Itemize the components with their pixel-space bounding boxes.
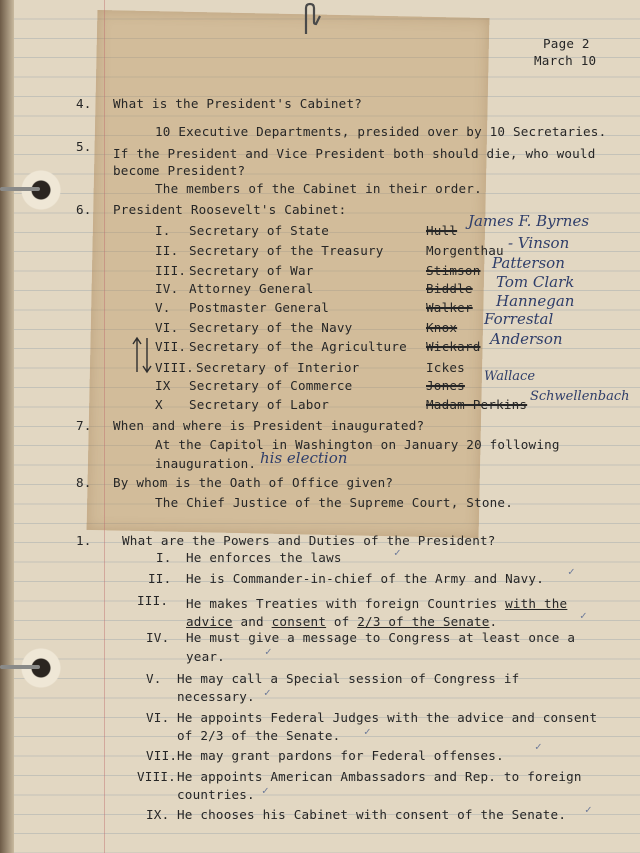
cabinet-name-struck: Madam Perkins <box>426 397 528 412</box>
powers-item-text: of 2/3 of the Senate. <box>177 728 341 743</box>
cabinet-name-struck: Walker <box>426 300 473 315</box>
check-mark-icon: ✓ <box>580 609 587 622</box>
cabinet-name-struck: Jones <box>426 378 465 393</box>
page-date: March 10 <box>534 53 597 68</box>
powers-item-text: He chooses his Cabinet with consent of the Senate. <box>177 807 567 822</box>
q8-question: By whom is the Oath of Office given? <box>113 475 394 490</box>
cabinet-name-struck: Hull <box>426 223 458 238</box>
powers-item-iii-line1 <box>186 593 567 612</box>
cabinet-office: Secretary of Interior <box>196 360 360 375</box>
cabinet-numeral: IV. <box>155 281 179 296</box>
cabinet-handwritten-name: Schwellenbach <box>530 389 630 404</box>
cabinet-name: Ickes <box>426 360 465 375</box>
q5-question-line2: become President? <box>113 163 246 178</box>
powers-item-text: He makes Treaties with foreign Countries <box>186 596 506 611</box>
cabinet-name: Morgenthau <box>426 243 504 258</box>
powers-item-text: countries. <box>177 787 255 802</box>
powers-numeral: I. <box>156 550 172 565</box>
margin-line <box>104 0 105 853</box>
cabinet-office: Secretary of the Agriculture <box>189 339 407 354</box>
check-mark-icon: ✓ <box>264 686 271 699</box>
powers-item-text: He enforces the laws <box>186 550 342 565</box>
powers-item-text: He may call a Special session of Congress if <box>177 671 520 686</box>
check-mark-icon: ✓ <box>364 725 371 738</box>
cabinet-office: Secretary of the Treasury <box>189 243 384 258</box>
powers-question: What are the Powers and Duties of the President? <box>122 533 496 548</box>
page-binding-edge <box>0 0 14 853</box>
powers-item-text: He appoints American Ambassadors and Rep. to foreign <box>177 769 582 784</box>
q8-answer: The Chief Justice of the Supreme Court, Stone. <box>155 495 513 510</box>
powers-item-text: year. <box>186 649 225 664</box>
q5-question-line1: If the President and Vice President both should die, who would <box>113 146 596 161</box>
q7-answer-line1: At the Capitol in Washington on January 20 following <box>155 437 560 452</box>
powers-item-underlined: advice <box>186 614 233 629</box>
check-mark-icon: ✓ <box>262 784 269 797</box>
check-mark-icon: ✓ <box>265 645 272 658</box>
cabinet-office: Secretary of State <box>189 223 330 238</box>
cabinet-numeral: VII. <box>155 339 187 354</box>
cabinet-numeral: III. <box>155 263 187 278</box>
cabinet-numeral: X <box>155 397 163 412</box>
powers-numeral: IV. <box>146 630 170 645</box>
powers-number: 1. <box>76 533 92 548</box>
powers-item-text: and <box>232 614 272 629</box>
powers-item-underlined: consent <box>271 614 327 629</box>
cabinet-handwritten-name: Anderson <box>490 330 563 348</box>
powers-numeral: IX. <box>146 807 170 822</box>
q8-number: 8. <box>76 475 92 490</box>
cabinet-office: Secretary of War <box>189 263 314 278</box>
cabinet-name-struck: Stimson <box>426 263 481 278</box>
powers-item-text: He may grant pardons for Federal offenses. <box>177 748 504 763</box>
cabinet-office: Postmaster General <box>189 300 330 315</box>
powers-numeral: II. <box>148 571 172 586</box>
powers-item-text: He must give a message to Congress at least once a <box>186 630 576 645</box>
q6-number: 6. <box>76 202 92 217</box>
binder-ring-bottom <box>0 665 40 669</box>
q7-answer-line2: inauguration. <box>155 456 257 471</box>
powers-numeral: VII. <box>146 748 178 763</box>
powers-item-underlined: with the <box>505 596 568 611</box>
powers-numeral: V. <box>146 671 162 686</box>
binder-ring-top <box>0 187 40 191</box>
cabinet-handwritten-name: Tom Clark <box>496 273 575 291</box>
cabinet-name-struck: Knox <box>426 320 458 335</box>
powers-item-text: He is Commander-in-chief of the Army and Navy. <box>186 571 544 586</box>
cabinet-handwritten-name: James F. Byrnes <box>468 212 590 230</box>
cabinet-numeral: VI. <box>155 320 179 335</box>
powers-numeral: III. <box>137 593 169 608</box>
q7-question: When and where is President inaugurated? <box>113 418 425 433</box>
powers-item-text: He appoints Federal Judges with the advice and consent <box>177 710 598 725</box>
q5-number: 5. <box>76 139 92 154</box>
cabinet-handwritten-name: Forrestal <box>484 310 554 328</box>
cabinet-name-struck: Biddle <box>426 281 473 296</box>
powers-numeral: VI. <box>146 710 170 725</box>
powers-item-text: necessary. <box>177 689 255 704</box>
powers-item-iii-line2 <box>186 611 497 630</box>
check-mark-icon: ✓ <box>585 803 592 816</box>
check-mark-icon: ✓ <box>568 565 575 578</box>
q6-question: President Roosevelt's Cabinet: <box>113 202 347 217</box>
cabinet-numeral: V. <box>155 300 171 315</box>
cabinet-numeral: I. <box>155 223 171 238</box>
q4-question: What is the President's Cabinet? <box>113 96 363 111</box>
swap-arrows-icon <box>131 336 153 374</box>
cabinet-office: Secretary of Labor <box>189 397 330 412</box>
q5-answer: The members of the Cabinet in their order. <box>155 181 482 196</box>
page-number: Page 2 <box>543 36 590 51</box>
cabinet-office: Secretary of Commerce <box>189 378 353 393</box>
cabinet-numeral: II. <box>155 243 179 258</box>
powers-numeral: VIII. <box>137 769 176 784</box>
check-mark-icon: ✓ <box>535 740 542 753</box>
cabinet-numeral: IX <box>155 378 171 393</box>
cabinet-office: Attorney General <box>189 281 314 296</box>
cabinet-handwritten-name: - Vinson <box>508 234 570 252</box>
powers-item-underlined: 2/3 of the Senate <box>357 614 490 629</box>
powers-item-text: . <box>489 614 498 629</box>
cabinet-handwritten-name: Hannegan <box>496 292 575 310</box>
q7-number: 7. <box>76 418 92 433</box>
cabinet-handwritten-name: Wallace <box>484 369 536 384</box>
cabinet-handwritten-name: Patterson <box>492 254 565 272</box>
cabinet-office: Secretary of the Navy <box>189 320 353 335</box>
check-mark-icon: ✓ <box>394 546 401 559</box>
cabinet-name-struck: Wickard <box>426 339 481 354</box>
q4-answer: 10 Executive Departments, presided over by 10 Secretaries. <box>155 124 607 139</box>
powers-item-text: of <box>326 614 358 629</box>
paperclip-icon <box>296 2 328 36</box>
q7-handwritten-note: his election <box>260 449 348 467</box>
q4-number: 4. <box>76 96 92 111</box>
cabinet-numeral: VIII. <box>155 360 194 375</box>
